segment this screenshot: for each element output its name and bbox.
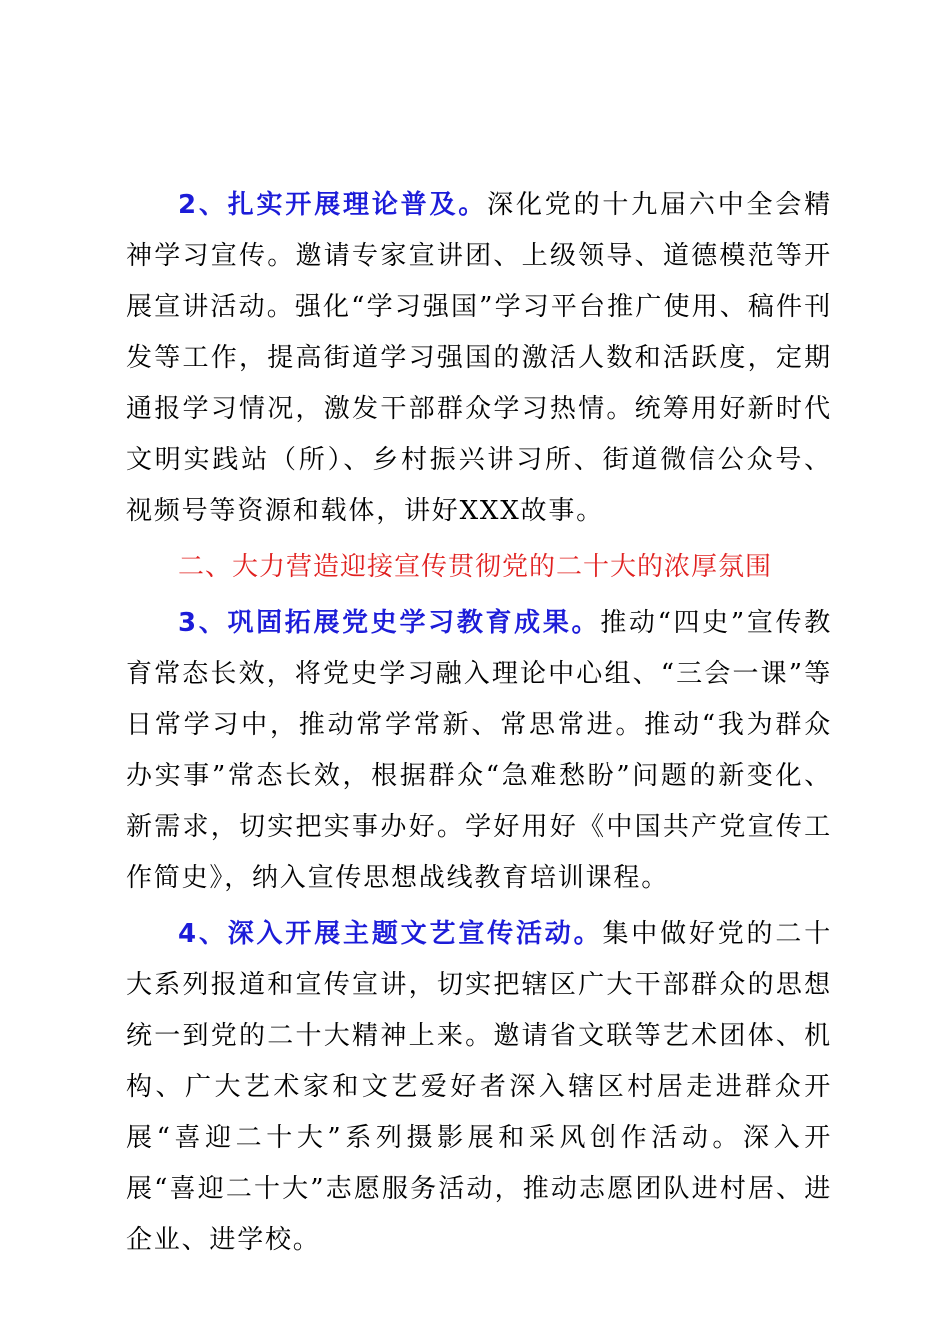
paragraph-body: 集中做好党的二十大系列报道和宣传宣讲，切实把辖区广大干部群众的思想统一到党的二十大精神上来。邀请省文联等艺术团体、机构、广大艺术家和文艺爱好者深入辖区村居走进群众开展“喜迎二十大”系列摄影展和采风创作活动。深入开展“喜迎二十大”志愿服务活动，推动志愿团队进村居、进企业、进学校。 bbox=[126, 919, 832, 1255]
paragraph-lead: 4、深入开展主题文艺宣传活动。 bbox=[178, 919, 603, 949]
document-page bbox=[126, 180, 832, 1271]
paragraph-body: 深化党的十九届六中全会精神学习宣传。邀请专家宣讲团、上级领导、道德模范等开展宣讲活动。强化“学习强国”学习平台推广使用、稿件刊发等工作，提高街道学习强国的激活人数和活跃度，定期通报学习情况，激发干部群众学习热情。统筹用好新时代文明实践站（所）、乡村振兴讲习所、街道微信公众号、视频号等资源和载体，讲好XXX故事。 bbox=[126, 190, 832, 526]
paragraph-lead: 3、巩固拓展党史学习教育成果。 bbox=[178, 608, 601, 638]
paragraph-art-promotion bbox=[126, 909, 832, 1266]
paragraph-theory-popularization bbox=[126, 180, 832, 537]
paragraph-body: 推动“四史”宣传教育常态长效，将党史学习融入理论中心组、“三会一课”等日常学习中，推动常学常新、常思常进。推动“我为群众办实事”常态长效，根据群众“急难愁盼”问题的新变化、新需求，切实把实事办好。学好用好《中国共产党宣传工作简史》，纳入宣传思想战线教育培训课程。 bbox=[126, 608, 832, 893]
section-heading: 二、大力营造迎接宣传贯彻党的二十大的浓厚氛围 bbox=[178, 552, 773, 582]
paragraph-lead: 2、扎实开展理论普及。 bbox=[178, 190, 488, 220]
paragraph-party-history bbox=[126, 598, 832, 904]
